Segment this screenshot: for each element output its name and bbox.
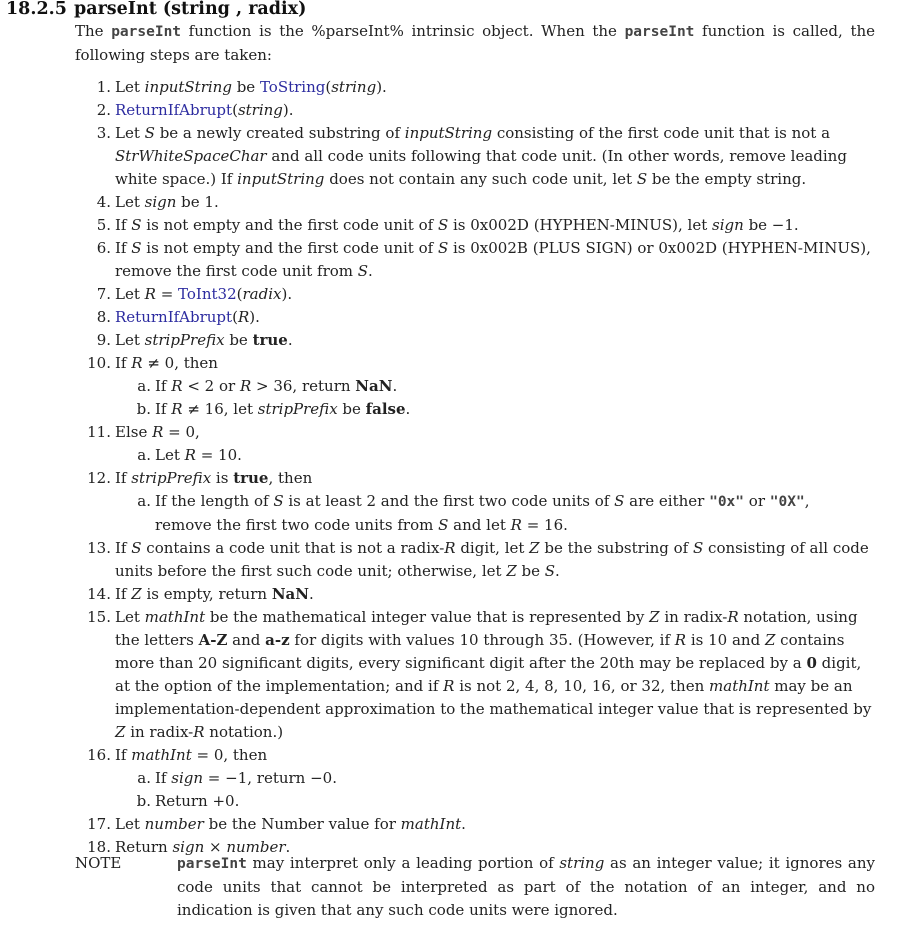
step-3: 3. Let S be a newly created substring of inputString consisting of the first code unit that is not a StrWhiteSpaceChar and all code units following that code unit. (In other words, remove leading white space.) If inputString does not contain any such code unit, let S be the empty string. <box>96 124 847 188</box>
step-5: 5. If S is not empty and the first code unit of S is 0x002D (HYPHEN-MINUS), let sign be −1. <box>96 216 799 234</box>
step-1: 1. Let inputString be ToString(string). <box>96 78 387 96</box>
step-10a: a. If R < 2 or R > 36, return NaN. <box>137 377 398 395</box>
section-title: parseInt (string , radix) <box>74 0 307 19</box>
step-12a: a. If the length of S is at least 2 and the first two code units of S are either "0x" or "0X", remove the first two code units from S and let R = 16. <box>137 492 810 534</box>
intro-paragraph: The parseInt function is the %parseInt% intrinsic object. When the parseInt function is called, the following steps are taken: <box>75 22 876 64</box>
step-8: 8. ReturnIfAbrupt(R). <box>96 308 260 326</box>
step-10: 10. If R ≠ 0, then <box>87 354 218 372</box>
link-tostring[interactable]: ToString <box>259 78 326 96</box>
section-number: 18.2.5 <box>6 0 67 19</box>
step-6: 6. If S is not empty and the first code unit of S is 0x002B (PLUS SIGN) or 0x002D (HYPHEN-MINUS), remove the first code unit from S. <box>96 239 871 280</box>
step-11a: a. Let R = 10. <box>137 446 242 464</box>
code-parseint: parseInt <box>624 24 695 40</box>
section-heading <box>6 0 306 21</box>
step-16b: b. Return +0. <box>136 792 240 810</box>
step-11: 11. Else R = 0, <box>87 423 200 441</box>
note <box>75 852 875 922</box>
step-16a: a. If sign = −1, return −0. <box>137 769 337 787</box>
step-16: 16. If mathInt = 0, then <box>87 746 268 764</box>
note-body: parseInt may interpret only a leading portion of string as an integer value; it ignores any code units that cannot be interpreted as part of the notation of an integer, and no indication is given that any such code units were ignored. <box>177 854 875 919</box>
step-14: 14. If Z is empty, return NaN. <box>87 585 314 603</box>
link-returnifabrupt[interactable]: ReturnIfAbrupt <box>115 101 233 119</box>
step-17: 17. Let number be the Number value for mathInt. <box>87 815 466 833</box>
step-7: 7. Let R = ToInt32(radix). <box>96 285 293 303</box>
step-4: 4. Let sign be 1. <box>96 193 219 211</box>
link-toint32[interactable]: ToInt32 <box>178 285 237 303</box>
step-10b: b. If R ≠ 16, let stripPrefix be false. <box>136 400 411 418</box>
link-returnifabrupt[interactable]: ReturnIfAbrupt <box>115 308 233 326</box>
step-13: 13. If S contains a code unit that is not a radix-R digit, let Z be the substring of S consisting of all code units before the first such code unit; otherwise, let Z be S. <box>87 539 869 580</box>
step-12: 12. If stripPrefix is true, then <box>87 469 313 487</box>
step-9: 9. Let stripPrefix be true. <box>96 331 293 349</box>
code-parseint: parseInt <box>111 24 182 40</box>
step-2: 2. ReturnIfAbrupt(string). <box>96 101 294 119</box>
algorithm-steps <box>0 76 900 859</box>
step-15: 15. Let mathInt be the mathematical integer value that is represented by Z in radix-R notation, using the letters A-Z and a-z for digits with values 10 through 35. (However, if R is 10 and Z contains more than 20 significant digits, every significant digit after the 20th may be replaced by a 0 digit, at the option of the implementation; and if R is not 2, 4, 8, 10, 16, or 32, then mathInt may be an implementation-dependent approximation to the mathematical integer value that is represented by Z in radix-R notation.) <box>87 608 872 741</box>
note-label: NOTE <box>75 854 122 872</box>
step-18: 18. Return sign × number. <box>87 838 291 856</box>
